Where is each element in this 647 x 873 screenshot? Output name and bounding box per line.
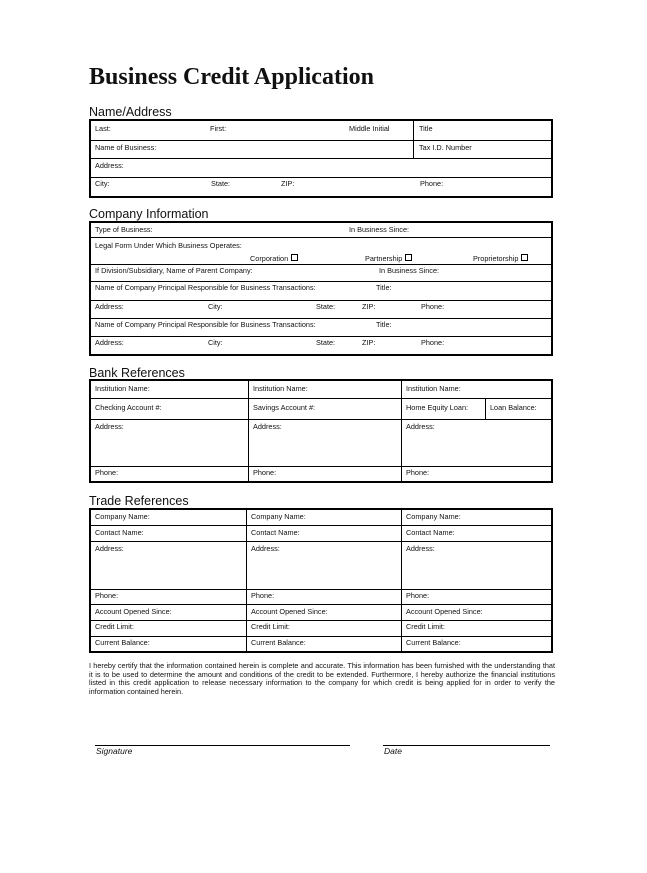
- trade-2-opened-field[interactable]: Account Opened Since:: [251, 607, 328, 616]
- trade-2-phone-field[interactable]: Phone:: [251, 591, 275, 600]
- certification-text: I hereby certify that the information contained herein is complete and accurate. This information has been furnished with the understanding that it is to be used to determine the amount and conditions of the credit to be extended. Furthermore, I hereby authorize the financial institutions listed in this credit application to release necessary information to the company for which credit is being applied for in order to verify the information contained herein.: [89, 661, 555, 696]
- principal-1-state-field[interactable]: State:: [316, 302, 336, 311]
- partnership-option[interactable]: [365, 254, 412, 263]
- trade-3-opened-field[interactable]: Account Opened Since:: [406, 607, 483, 616]
- col-divider: [401, 381, 402, 481]
- address-field[interactable]: Address:: [95, 161, 124, 170]
- page-title: Business Credit Application: [89, 64, 374, 90]
- trade-1-phone-field[interactable]: Phone:: [95, 591, 119, 600]
- tax-id-field[interactable]: Tax I.D. Number: [419, 143, 472, 152]
- section-bank-heading: Bank References: [89, 366, 185, 380]
- row-divider: [91, 264, 551, 265]
- principal-1-zip-field[interactable]: ZIP:: [362, 302, 376, 311]
- trade-2-contact-field[interactable]: Contact Name:: [251, 528, 300, 537]
- bank-references-box: [89, 379, 553, 483]
- col-divider: [401, 510, 402, 651]
- row-divider: [91, 525, 551, 526]
- principal-2-city-field[interactable]: City:: [208, 338, 223, 347]
- principal-2-phone-field[interactable]: Phone:: [421, 338, 445, 347]
- trade-1-credit-limit-field[interactable]: Credit Limit:: [95, 622, 134, 631]
- trade-3-company-field[interactable]: Company Name:: [406, 512, 461, 521]
- last-name-field[interactable]: Last:: [95, 124, 111, 133]
- bank-1-phone-field[interactable]: Phone:: [95, 468, 119, 477]
- row-divider: [91, 589, 551, 590]
- signature-label: Signature: [96, 746, 133, 756]
- row-divider: [91, 604, 551, 605]
- row-divider: [91, 318, 551, 319]
- partnership-label: Partnership: [365, 254, 403, 263]
- trade-2-balance-field[interactable]: Current Balance:: [251, 638, 306, 647]
- row-divider: [91, 336, 551, 337]
- bank-1-institution-field[interactable]: Institution Name:: [95, 384, 150, 393]
- signature-line[interactable]: [95, 745, 350, 746]
- row-divider: [91, 466, 551, 467]
- trade-3-credit-limit-field[interactable]: Credit Limit:: [406, 622, 445, 631]
- bank-2-address-field[interactable]: Address:: [253, 422, 282, 431]
- principal-2-title-field[interactable]: Title:: [376, 320, 392, 329]
- date-line[interactable]: [383, 745, 550, 746]
- col-divider: [246, 510, 247, 651]
- row-divider: [91, 281, 551, 282]
- trade-3-contact-field[interactable]: Contact Name:: [406, 528, 455, 537]
- principal-1-title-field[interactable]: Title:: [376, 283, 392, 292]
- date-label: Date: [384, 746, 402, 756]
- row-divider: [91, 300, 551, 301]
- row-divider: [91, 636, 551, 637]
- first-name-field[interactable]: First:: [210, 124, 227, 133]
- row-divider: [91, 177, 551, 178]
- trade-1-balance-field[interactable]: Current Balance:: [95, 638, 150, 647]
- bank-1-address-field[interactable]: Address:: [95, 422, 124, 431]
- corporation-checkbox[interactable]: [291, 254, 298, 261]
- in-business-since-2-field[interactable]: In Business Since:: [379, 266, 440, 275]
- row-divider: [91, 419, 551, 420]
- principal-1-city-field[interactable]: City:: [208, 302, 223, 311]
- bank-2-institution-field[interactable]: Institution Name:: [253, 384, 308, 393]
- in-business-since-field[interactable]: In Business Since:: [349, 225, 410, 234]
- principal-2-address-field[interactable]: Address:: [95, 338, 124, 347]
- trade-3-balance-field[interactable]: Current Balance:: [406, 638, 461, 647]
- loan-balance-field[interactable]: Loan Balance:: [490, 403, 537, 412]
- principal-1-address-field[interactable]: Address:: [95, 302, 124, 311]
- trade-references-box: [89, 508, 553, 653]
- bank-2-phone-field[interactable]: Phone:: [253, 468, 277, 477]
- legal-form-label: Legal Form Under Which Business Operates:: [95, 241, 242, 250]
- row-divider: [91, 237, 551, 238]
- trade-1-company-field[interactable]: Company Name:: [95, 512, 150, 521]
- home-equity-field[interactable]: Home Equity Loan:: [406, 403, 469, 412]
- bank-3-address-field[interactable]: Address:: [406, 422, 435, 431]
- savings-account-field[interactable]: Savings Account #:: [253, 403, 316, 412]
- row-divider: [91, 398, 551, 399]
- bank-3-phone-field[interactable]: Phone:: [406, 468, 430, 477]
- row-divider: [91, 620, 551, 621]
- trade-3-phone-field[interactable]: Phone:: [406, 591, 430, 600]
- principal-2-field[interactable]: Name of Company Principal Responsible for Business Transactions:: [95, 320, 316, 329]
- company-info-box: [89, 221, 553, 356]
- trade-3-address-field[interactable]: Address:: [406, 544, 435, 553]
- trade-1-address-field[interactable]: Address:: [95, 544, 124, 553]
- principal-2-zip-field[interactable]: ZIP:: [362, 338, 376, 347]
- checking-account-field[interactable]: Checking Account #:: [95, 403, 162, 412]
- bank-3-institution-field[interactable]: Institution Name:: [406, 384, 461, 393]
- section-trade-heading: Trade References: [89, 494, 189, 508]
- col-divider: [248, 381, 249, 481]
- proprietorship-label: Proprietorship: [473, 254, 519, 263]
- section-name-address-heading: Name/Address: [89, 105, 172, 119]
- corporation-option[interactable]: [250, 254, 298, 263]
- state-field[interactable]: State:: [211, 179, 231, 188]
- trade-2-address-field[interactable]: Address:: [251, 544, 280, 553]
- row-divider: [91, 140, 551, 141]
- business-type-field[interactable]: Type of Business:: [95, 225, 153, 234]
- partnership-checkbox[interactable]: [405, 254, 412, 261]
- business-name-field[interactable]: Name of Business:: [95, 143, 157, 152]
- col-divider: [485, 398, 486, 419]
- principal-1-phone-field[interactable]: Phone:: [421, 302, 445, 311]
- parent-company-field[interactable]: If Division/Subsidiary, Name of Parent Company:: [95, 266, 253, 275]
- proprietorship-checkbox[interactable]: [521, 254, 528, 261]
- corporation-label: Corporation: [250, 254, 289, 263]
- title-field[interactable]: Title: [419, 124, 433, 133]
- zip-field[interactable]: ZIP:: [281, 179, 295, 188]
- col-divider: [413, 121, 414, 158]
- middle-initial-field[interactable]: Middle Initial: [349, 124, 390, 133]
- trade-2-company-field[interactable]: Company Name:: [251, 512, 306, 521]
- trade-2-credit-limit-field[interactable]: Credit Limit:: [251, 622, 290, 631]
- phone-field[interactable]: Phone:: [420, 179, 444, 188]
- trade-1-contact-field[interactable]: Contact Name:: [95, 528, 144, 537]
- city-field[interactable]: City:: [95, 179, 110, 188]
- row-divider: [91, 158, 551, 159]
- trade-1-opened-field[interactable]: Account Opened Since:: [95, 607, 172, 616]
- name-address-box: [89, 119, 553, 198]
- row-divider: [91, 541, 551, 542]
- principal-2-state-field[interactable]: State:: [316, 338, 336, 347]
- principal-1-field[interactable]: Name of Company Principal Responsible for Business Transactions:: [95, 283, 316, 292]
- proprietorship-option[interactable]: [473, 254, 528, 263]
- section-company-heading: Company Information: [89, 207, 209, 221]
